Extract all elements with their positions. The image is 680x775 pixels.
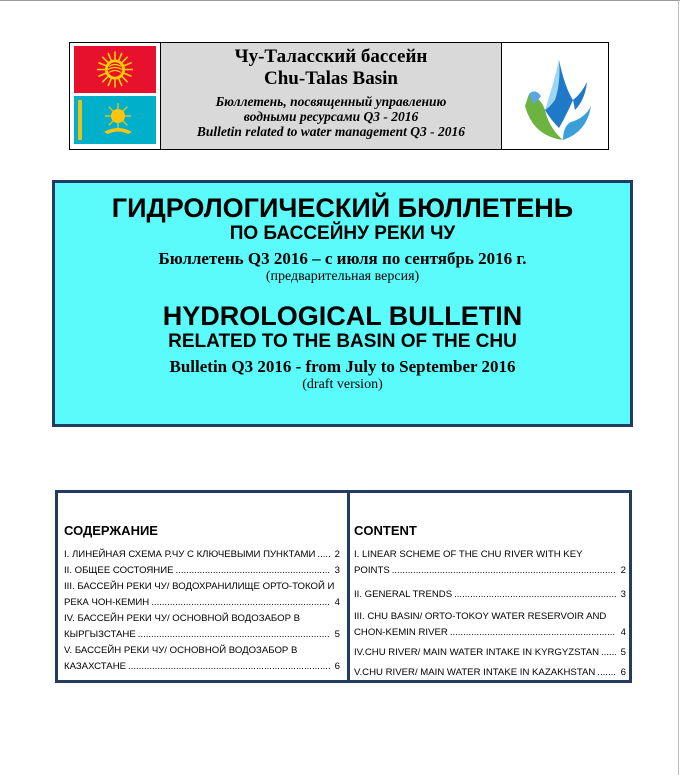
toc-ru-item-1-text: I. ЛИНЕЙНАЯ СХЕМА Р.ЧУ С КЛЮЧЕВЫМИ ПУНКТАМИ (64, 549, 316, 560)
table-of-contents (55, 490, 632, 683)
header-subtitle-ru-2: водными ресурсами Q3 - 2016 (243, 109, 419, 124)
title-block (52, 180, 633, 427)
kazakhstan-flag-icon (74, 96, 156, 144)
toc-en-item-1-text-cont: POINTS (354, 565, 390, 576)
toc-en-item-3-page: 4 (620, 627, 626, 638)
bulletin-header (69, 42, 609, 150)
toc-en-item-4[interactable] (354, 645, 626, 661)
toc-ru-item-2-text: II. ОБЩЕЕ СОСТОЯНИЕ (64, 565, 174, 576)
title-en-subtitle: RELATED TO THE BASIN OF THE CHU (168, 331, 517, 352)
toc-column-divider (347, 493, 350, 680)
page-right-edge (678, 0, 679, 775)
toc-ru-item-5-text: V. БАССЕЙН РЕКИ ЧУ/ ОСНОВНОЙ ВОДОЗАБОР В (64, 645, 298, 656)
toc-en-item-5[interactable] (354, 665, 626, 681)
toc-en-item-1[interactable] (354, 547, 626, 579)
toc-ru-item-4-text-cont: КЫРГЫЗСТАНЕ (64, 629, 136, 640)
title-en-period: Bulletin Q3 2016 - from July to September 2016 (169, 357, 516, 376)
header-subtitle-ru-1: Бюллетень, посвященный управлению (215, 94, 447, 109)
title-ru-subtitle: ПО БАССЕЙНУ РЕКИ ЧУ (229, 223, 456, 244)
toc-ru-item-5-text-cont: КАЗАХСТАНЕ (64, 661, 127, 672)
page-top-edge (0, 0, 680, 1)
header-title-cell (160, 43, 502, 149)
toc-en-item-5-text: V.CHU RIVER/ MAIN WATER INTAKE IN KAZAKHSTAN (354, 667, 596, 678)
toc-leader (128, 659, 330, 675)
header-subtitle-en: Bulletin related to water management Q3 - 2016 (196, 124, 466, 139)
toc-ru-item-2-page: 3 (334, 565, 340, 576)
toc-ru-item-1[interactable] (64, 547, 340, 563)
title-en-draft: (draft version) (302, 377, 383, 392)
toc-en-heading: CONTENT (354, 523, 417, 538)
chu-talas-commission-logo-icon (515, 48, 600, 144)
toc-leader (597, 665, 616, 681)
toc-ru-item-4-page: 5 (334, 629, 340, 640)
toc-ru-item-2[interactable] (64, 563, 340, 579)
title-ru-main: ГИДРОЛОГИЧЕСКИЙ БЮЛЛЕТЕНЬ (111, 193, 574, 223)
toc-ru-item-3-page: 4 (334, 597, 340, 608)
flags-cell (70, 43, 160, 149)
toc-ru-item-5[interactable] (64, 643, 340, 675)
toc-leader (138, 627, 330, 643)
title-ru-period: Бюллетень Q3 2016 – с июля по сентябрь 2016 г. (158, 249, 527, 268)
toc-en-item-2-text: II. GENERAL TRENDS (354, 589, 453, 600)
toc-ru-item-3[interactable] (64, 579, 340, 611)
toc-leader (392, 563, 616, 579)
toc-ru-item-4-text: IV. БАССЕЙН РЕКИ ЧУ/ ОСНОВНОЙ ВОДОЗАБОР В (64, 613, 301, 624)
toc-english-column (354, 493, 626, 681)
toc-ru-item-3-text: III. БАССЕЙН РЕКИ ЧУ/ ВОДОХРАНИЛИЩЕ ОРТО-ТОКОЙ И (64, 581, 335, 592)
toc-en-item-2-page: 3 (620, 589, 626, 600)
title-en-main: HYDROLOGICAL BULLETIN (162, 301, 523, 331)
toc-leader (454, 587, 616, 603)
toc-russian-column (64, 493, 340, 675)
toc-ru-item-1-page: 2 (334, 549, 340, 560)
toc-leader (176, 563, 331, 579)
toc-en-item-3-text: III. CHU BASIN/ ORTO-TOKOY WATER RESERVOIR AND (354, 611, 607, 622)
header-title-ru: Чу-Таласский бассейн (234, 46, 428, 67)
toc-en-item-3-text-cont: CHON-KEMIN RIVER (354, 627, 448, 638)
toc-ru-item-3-text-cont: РЕКА ЧОН-КЕМИН (64, 597, 150, 608)
toc-en-item-4-page: 5 (620, 647, 626, 658)
header-title-en: Chu-Talas Basin (264, 68, 398, 89)
toc-en-item-4-text: IV.CHU RIVER/ MAIN WATER INTAKE IN KYRGYZSTAN (354, 647, 600, 658)
toc-en-item-1-text: I. LINEAR SCHEME OF THE CHU RIVER WITH KEY (354, 549, 583, 560)
toc-ru-item-5-page: 6 (334, 661, 340, 672)
kyrgyzstan-flag-icon (74, 46, 156, 93)
toc-en-item-2[interactable] (354, 587, 626, 603)
toc-en-item-5-page: 6 (620, 667, 626, 678)
toc-leader (450, 625, 616, 641)
toc-en-item-1-page: 2 (620, 565, 626, 576)
toc-leader (151, 595, 330, 611)
toc-leader (601, 645, 616, 661)
toc-ru-item-4[interactable] (64, 611, 340, 643)
toc-ru-heading: СОДЕРЖАНИЕ (64, 523, 158, 538)
toc-leader (317, 547, 330, 563)
toc-en-item-3[interactable] (354, 609, 626, 641)
title-ru-draft: (предварительная версия) (265, 269, 420, 284)
